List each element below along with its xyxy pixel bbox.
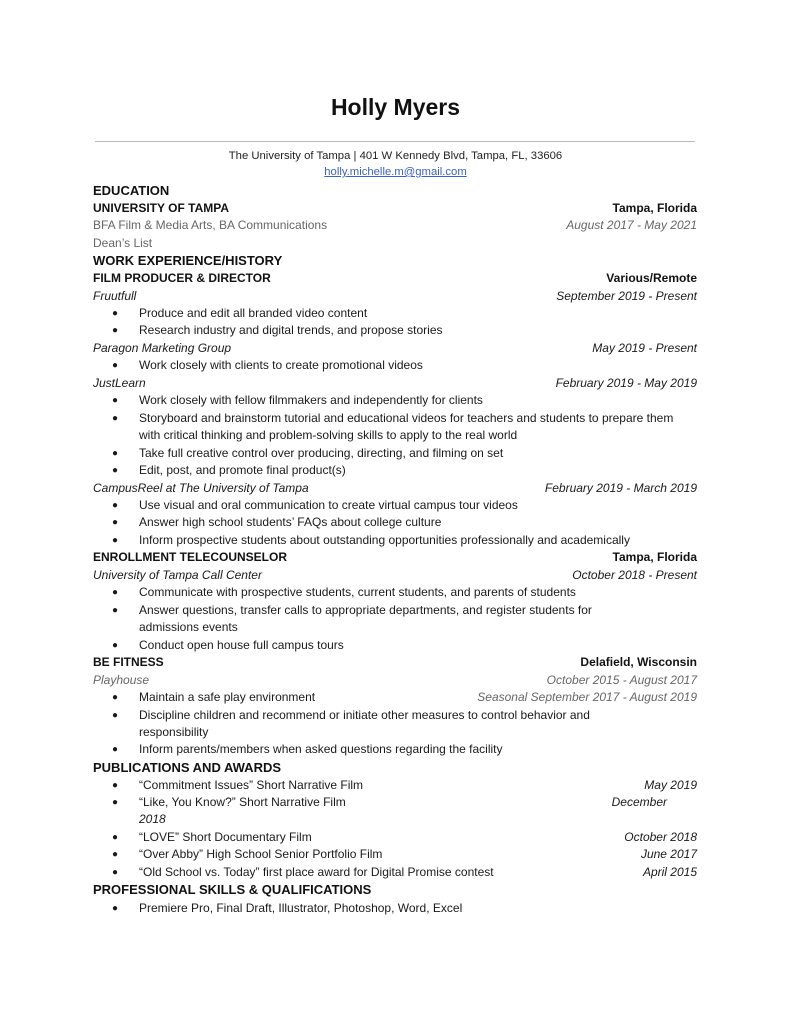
- section-heading-publications: PUBLICATIONS AND AWARDS: [93, 760, 282, 775]
- email-line: [0, 166, 791, 178]
- bullet-item: ● Produce and edit all branded video content: [112, 305, 697, 322]
- role-row: [93, 480, 697, 497]
- role-org: JustLearn: [93, 376, 146, 390]
- bullet-item: ● Research industry and digital trends, and propose stories: [112, 322, 697, 339]
- publication-date: May 2019: [644, 778, 697, 792]
- bullet-icon: ●: [112, 465, 119, 476]
- bullet-icon: ●: [112, 517, 119, 528]
- role-row: [93, 672, 697, 689]
- role-row: [93, 375, 697, 392]
- role-org: Playhouse: [93, 673, 150, 687]
- bullet-item: ● Storyboard and brainstorm tutorial and educational videos for teachers and students to prepare them with critical thinking and problem-solving skills to apply to the real world: [112, 411, 674, 443]
- bullet-icon: ●: [112, 413, 119, 424]
- bullet-item: ● Discipline children and recommend or initiate other measures to control behavior and responsibility: [112, 708, 590, 740]
- role-org: University of Tampa Call Center: [93, 568, 262, 582]
- bullet-item: ● Work closely with fellow filmmakers and independently for clients: [112, 392, 697, 409]
- bullet-icon: ●: [112, 395, 119, 406]
- bullet-item: ● Communicate with prospective students, current students, and parents of students: [112, 584, 697, 601]
- role-dates: October 2018 - Present: [572, 568, 697, 582]
- publication-item: ● “Over Abby” High School Senior Portfolio Film June 2017: [112, 846, 697, 863]
- role-dates: February 2019 - May 2019: [555, 376, 697, 390]
- bullet-icon: ●: [112, 867, 119, 878]
- address: The University of Tampa | 401 W Kennedy Blvd, Tampa, FL, 33606: [228, 150, 563, 162]
- school-name: UNIVERSITY OF TAMPA: [93, 201, 230, 215]
- bullet-icon: ●: [112, 780, 119, 791]
- section-heading-education: EDUCATION: [93, 183, 170, 198]
- bullet-icon: ●: [112, 710, 119, 721]
- candidate-name: Holly Myers: [330, 94, 461, 120]
- publication-date: April 2015: [642, 865, 697, 879]
- school-location: Tampa, Florida: [612, 201, 697, 215]
- bullet-item: ● Use visual and oral communication to create virtual campus tour videos: [112, 497, 697, 514]
- bullet-icon: ●: [112, 832, 119, 843]
- job-location: Delafield, Wisconsin: [580, 655, 697, 669]
- bullet-item: ● Maintain a safe play environment Seasonal September 2017 - August 2019: [112, 689, 697, 706]
- bullet-icon: ●: [112, 849, 119, 860]
- role-org: CampusReel at The University of Tampa: [93, 481, 309, 495]
- bullet-icon: ●: [112, 325, 119, 336]
- education-dates: August 2017 - May 2021: [566, 218, 697, 232]
- publication-item: ● “LOVE” Short Documentary Film October 2018: [112, 829, 697, 846]
- bullet-item: ● Answer high school students’ FAQs about college culture: [112, 514, 697, 531]
- bullet-item: ● Inform parents/members when asked questions regarding the facility: [112, 741, 697, 758]
- bullet-icon: ●: [112, 903, 119, 914]
- role-dates: May 2019 - Present: [592, 341, 697, 355]
- job-row: [93, 654, 697, 671]
- job-location: Various/Remote: [606, 271, 697, 285]
- bullet-icon: ●: [112, 587, 119, 598]
- work-heading-row: [93, 252, 697, 269]
- job-row: [93, 270, 697, 287]
- publication-date: October 2018: [624, 830, 697, 844]
- job-location: Tampa, Florida: [612, 550, 697, 564]
- degree-row: [93, 217, 697, 234]
- role-dates-seasonal: Seasonal September 2017 - August 2019: [477, 690, 697, 704]
- bullet-item: ● Edit, post, and promote final product(s): [112, 462, 697, 479]
- publication-item: ● “Old School vs. Today” first place award for Digital Promise contest April 2015: [112, 864, 697, 881]
- bullet-item: ● Answer questions, transfer calls to appropriate departments, and register students for admissions events: [112, 603, 592, 635]
- bullet-icon: ●: [112, 448, 119, 459]
- role-dates: February 2019 - March 2019: [544, 481, 697, 495]
- publication-date: June 2017: [640, 847, 697, 861]
- header-divider: [95, 141, 695, 142]
- job-title: FILM PRODUCER & DIRECTOR: [93, 271, 271, 285]
- school-row: [93, 200, 697, 217]
- job-row: [93, 549, 697, 566]
- bullet-icon: ●: [112, 797, 119, 808]
- section-heading-work: WORK EXPERIENCE/HISTORY: [93, 253, 283, 268]
- bullet-item: ● Conduct open house full campus tours: [112, 637, 697, 654]
- bullet-icon: ●: [112, 692, 119, 703]
- honor-row: [93, 235, 697, 252]
- honor: Dean’s List: [93, 236, 153, 250]
- degree: BFA Film & Media Arts, BA Communications: [93, 218, 328, 232]
- job-title: BE FITNESS: [93, 655, 164, 669]
- role-org: Fruutfull: [93, 289, 137, 303]
- role-dates: October 2015 - August 2017: [546, 673, 697, 687]
- bullet-icon: ●: [112, 640, 119, 651]
- bullet-item: ● Take full creative control over producing, directing, and filming on set: [112, 445, 697, 462]
- role-dates: September 2019 - Present: [556, 289, 697, 303]
- publication-date-wrap: 2018: [139, 812, 166, 826]
- bullet-icon: ●: [112, 360, 119, 371]
- skills-heading-row: [93, 881, 697, 898]
- bullet-item: ● Inform prospective students about outstanding opportunities professionally and academically: [112, 532, 697, 549]
- publication-item: ● “Commitment Issues” Short Narrative Film May 2019: [112, 777, 697, 794]
- bullet-icon: ●: [112, 744, 119, 755]
- publications-heading-row: [93, 759, 697, 776]
- bullet-icon: ●: [112, 605, 119, 616]
- job-title: ENROLLMENT TELECOUNSELOR: [93, 550, 287, 564]
- education-heading-row: [93, 182, 697, 199]
- bullet-icon: ●: [112, 500, 119, 511]
- email-link[interactable]: holly.michelle.m@gmail.com: [324, 166, 467, 178]
- section-heading-skills: PROFESSIONAL SKILLS & QUALIFICATIONS: [93, 882, 372, 897]
- role-org: Paragon Marketing Group: [93, 341, 232, 355]
- role-row: [93, 288, 697, 305]
- bullet-icon: ●: [112, 308, 119, 319]
- bullet-icon: ●: [112, 535, 119, 546]
- role-row: [93, 567, 697, 584]
- role-row: [93, 340, 697, 357]
- publication-item: ● “Like, You Know?” Short Narrative Film December: [112, 794, 697, 811]
- bullet-item: ● Work closely with clients to create promotional videos: [112, 357, 697, 374]
- publication-date: December: [611, 795, 667, 809]
- skill-item: ● Premiere Pro, Final Draft, Illustrator, Photoshop, Word, Excel: [112, 900, 697, 917]
